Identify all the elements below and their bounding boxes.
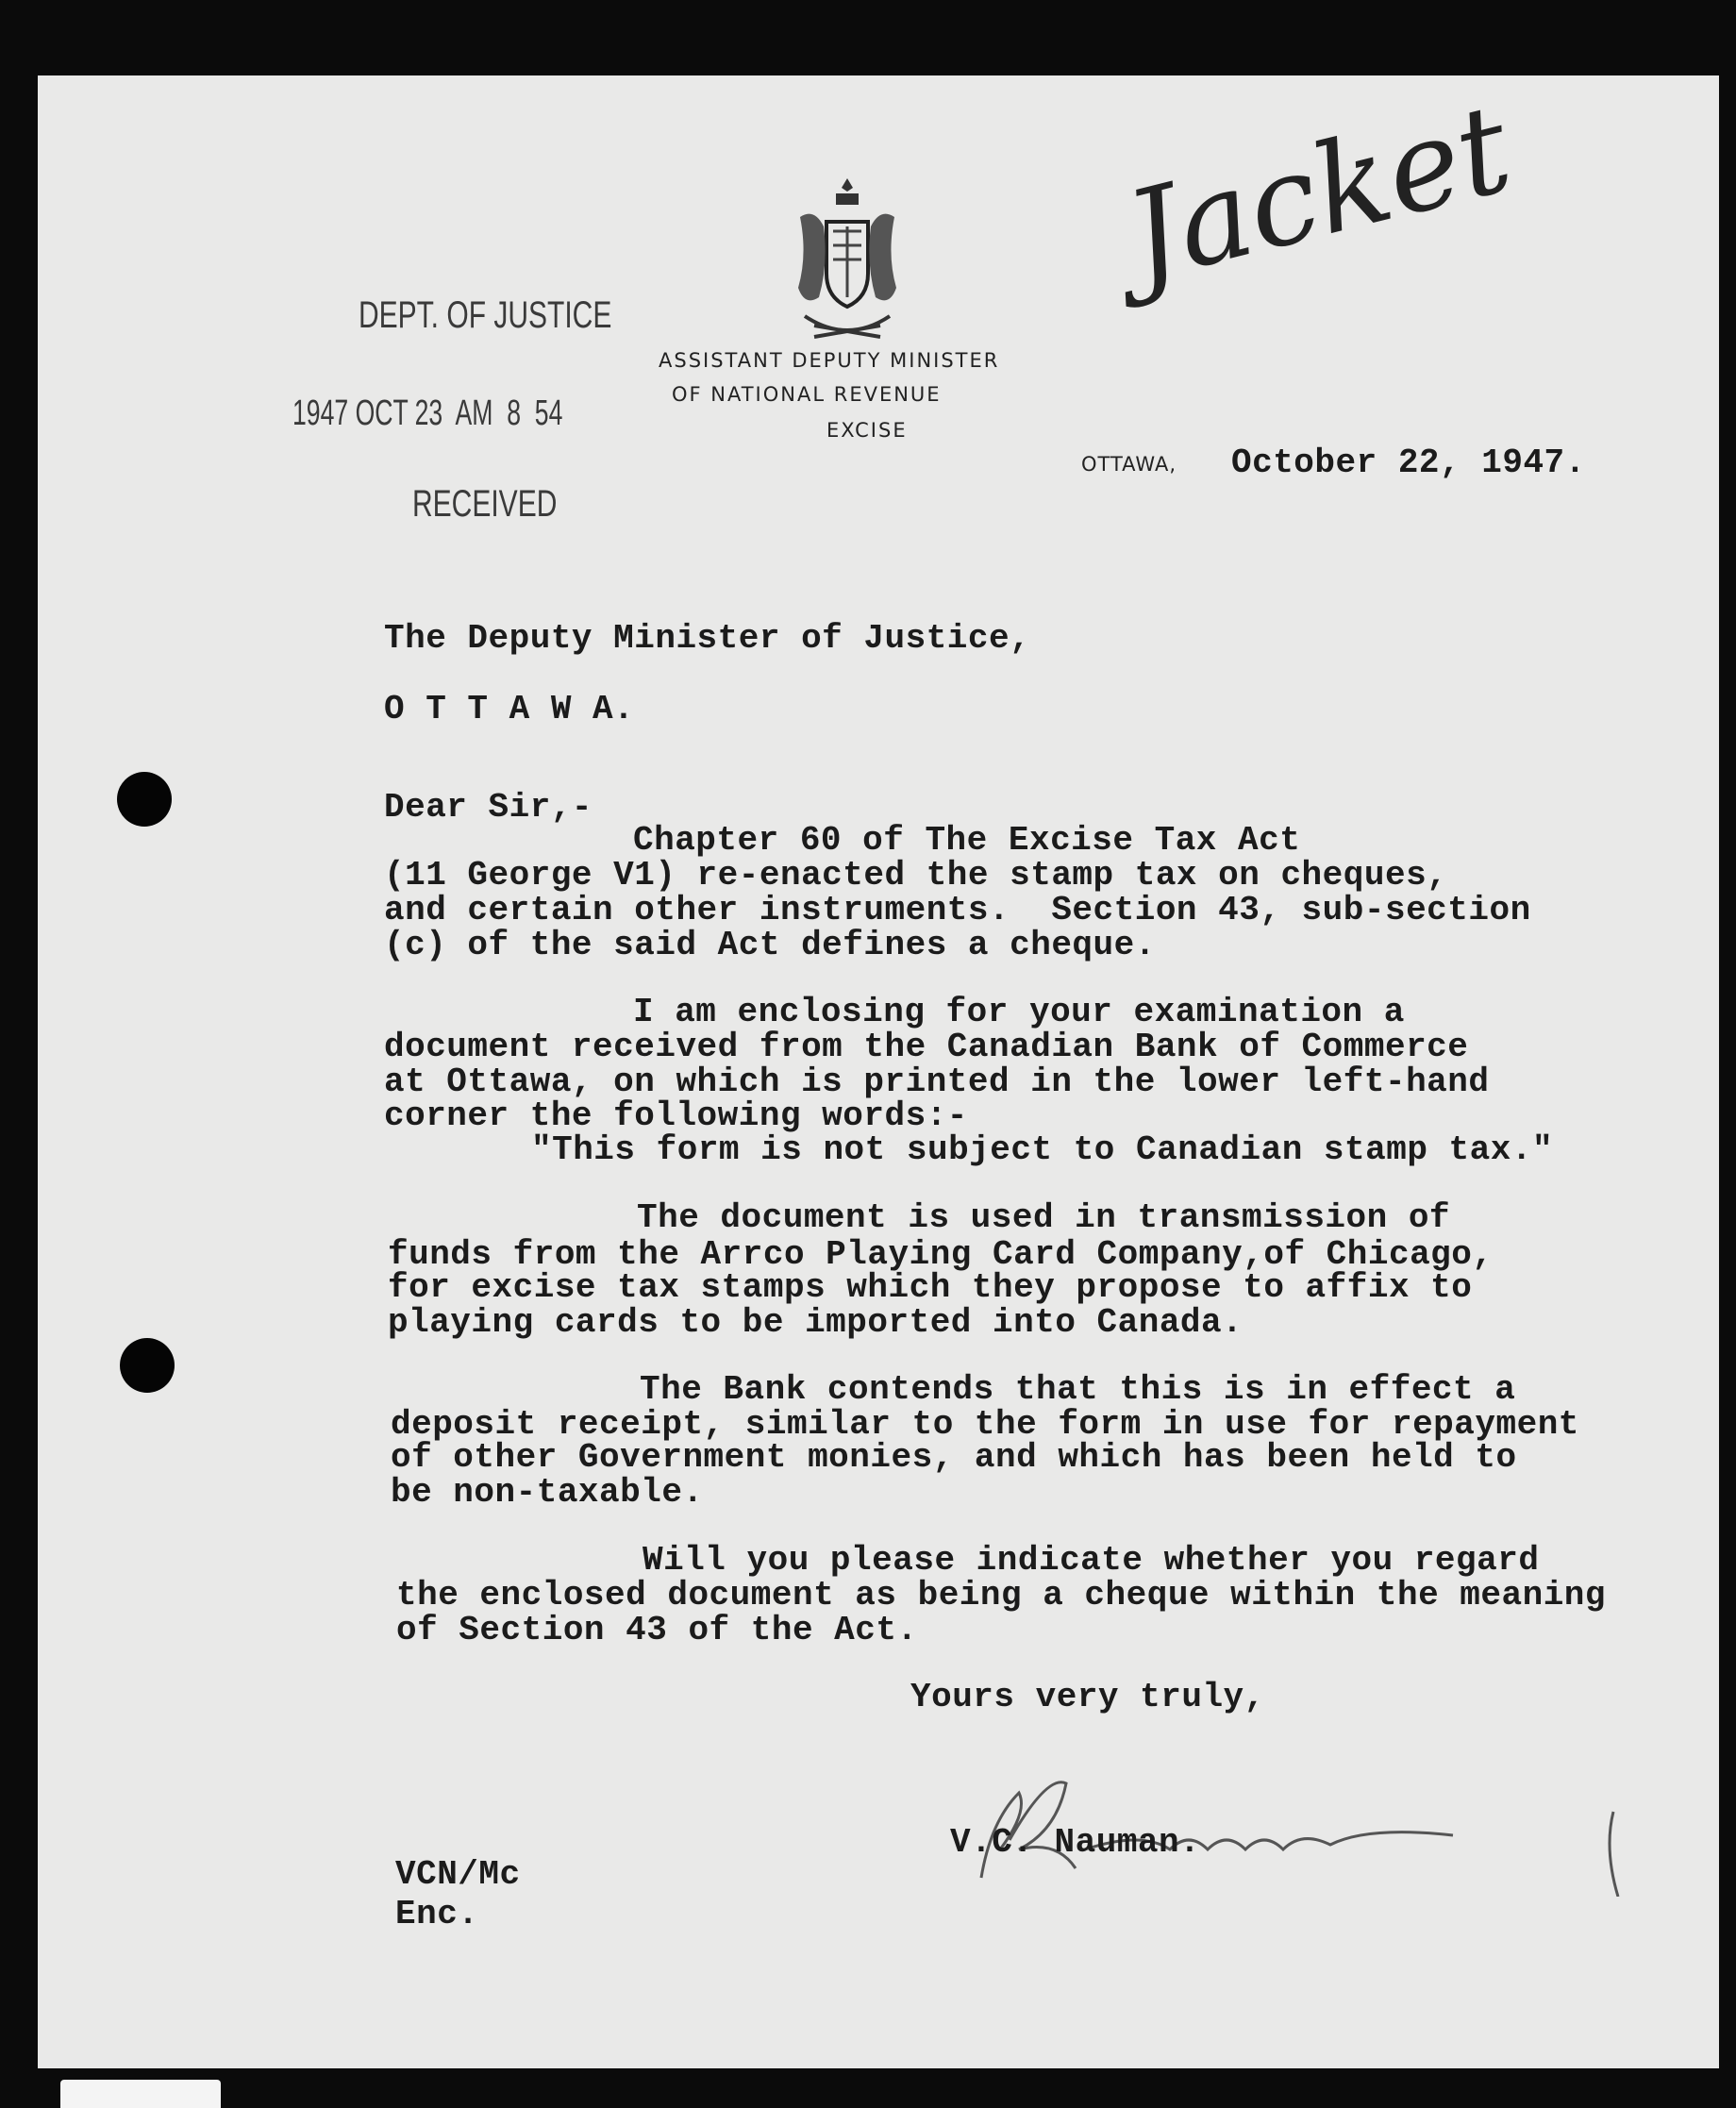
- signatory-name: V.C. Nauman.: [950, 1823, 1201, 1862]
- paper-tab: [60, 2080, 221, 2108]
- body-line: of other Government monies, and which has been held to: [391, 1438, 1517, 1477]
- letterhead-line-2: OF NATIONAL REVENUE: [672, 383, 942, 406]
- closing: Yours very truly,: [910, 1678, 1265, 1716]
- date: October 22, 1947.: [1231, 443, 1586, 482]
- body-line: "This form is not subject to Canadian stamp tax.": [531, 1130, 1554, 1169]
- salutation: Dear Sir,-: [384, 788, 593, 827]
- body-line: The Bank contends that this is in effect a: [640, 1370, 1516, 1409]
- letterhead-line-3: EXCISE: [826, 419, 908, 442]
- stamp-datetime: 1947 OCT 23 AM 8 54: [292, 393, 563, 433]
- coat-of-arms-icon: [791, 175, 904, 340]
- body-line: and certain other instruments. Section 43, sub-section: [384, 891, 1531, 929]
- body-line: corner the following words:-: [384, 1096, 968, 1135]
- body-line: for excise tax stamps which they propose to affix to: [388, 1268, 1473, 1307]
- stamp-dept: DEPT. OF JUSTICE: [359, 294, 612, 336]
- place: OTTAWA,: [1081, 453, 1177, 476]
- body-line: at Ottawa, on which is printed in the lower left-hand: [384, 1062, 1490, 1101]
- body-line: Chapter 60 of The Excise Tax Act: [633, 821, 1301, 860]
- punch-hole: [117, 772, 172, 827]
- body-line: deposit receipt, similar to the form in use for repayment: [391, 1405, 1579, 1444]
- body-line: document received from the Canadian Bank of Commerce: [384, 1028, 1469, 1066]
- body-line: (11 George V1) re-enacted the stamp tax on cheques,: [384, 856, 1448, 895]
- punch-hole: [120, 1338, 175, 1393]
- body-line: of Section 43 of the Act.: [396, 1611, 918, 1649]
- letterhead-line-1: ASSISTANT DEPUTY MINISTER: [659, 349, 1000, 372]
- handwritten-note: Jacket: [1113, 75, 1524, 310]
- body-line: (c) of the said Act defines a cheque.: [384, 926, 1156, 964]
- reference-initials: VCN/Mc: [395, 1855, 521, 1894]
- body-line: I am enclosing for your examination a: [633, 993, 1405, 1031]
- addressee-line: O T T A W A.: [384, 690, 635, 728]
- body-line: Will you please indicate whether you regard: [643, 1541, 1540, 1580]
- addressee-line: The Deputy Minister of Justice,: [384, 619, 1031, 658]
- body-line: be non-taxable.: [391, 1473, 704, 1512]
- body-line: the enclosed document as being a cheque within the meaning: [396, 1576, 1607, 1614]
- enclosure-note: Enc.: [395, 1895, 479, 1933]
- body-line: The document is used in transmission of: [637, 1198, 1451, 1237]
- body-line: funds from the Arrco Playing Card Company,of Chicago,: [388, 1235, 1494, 1274]
- body-line: playing cards to be imported into Canada.: [388, 1303, 1244, 1342]
- stamp-received: RECEIVED: [412, 483, 558, 525]
